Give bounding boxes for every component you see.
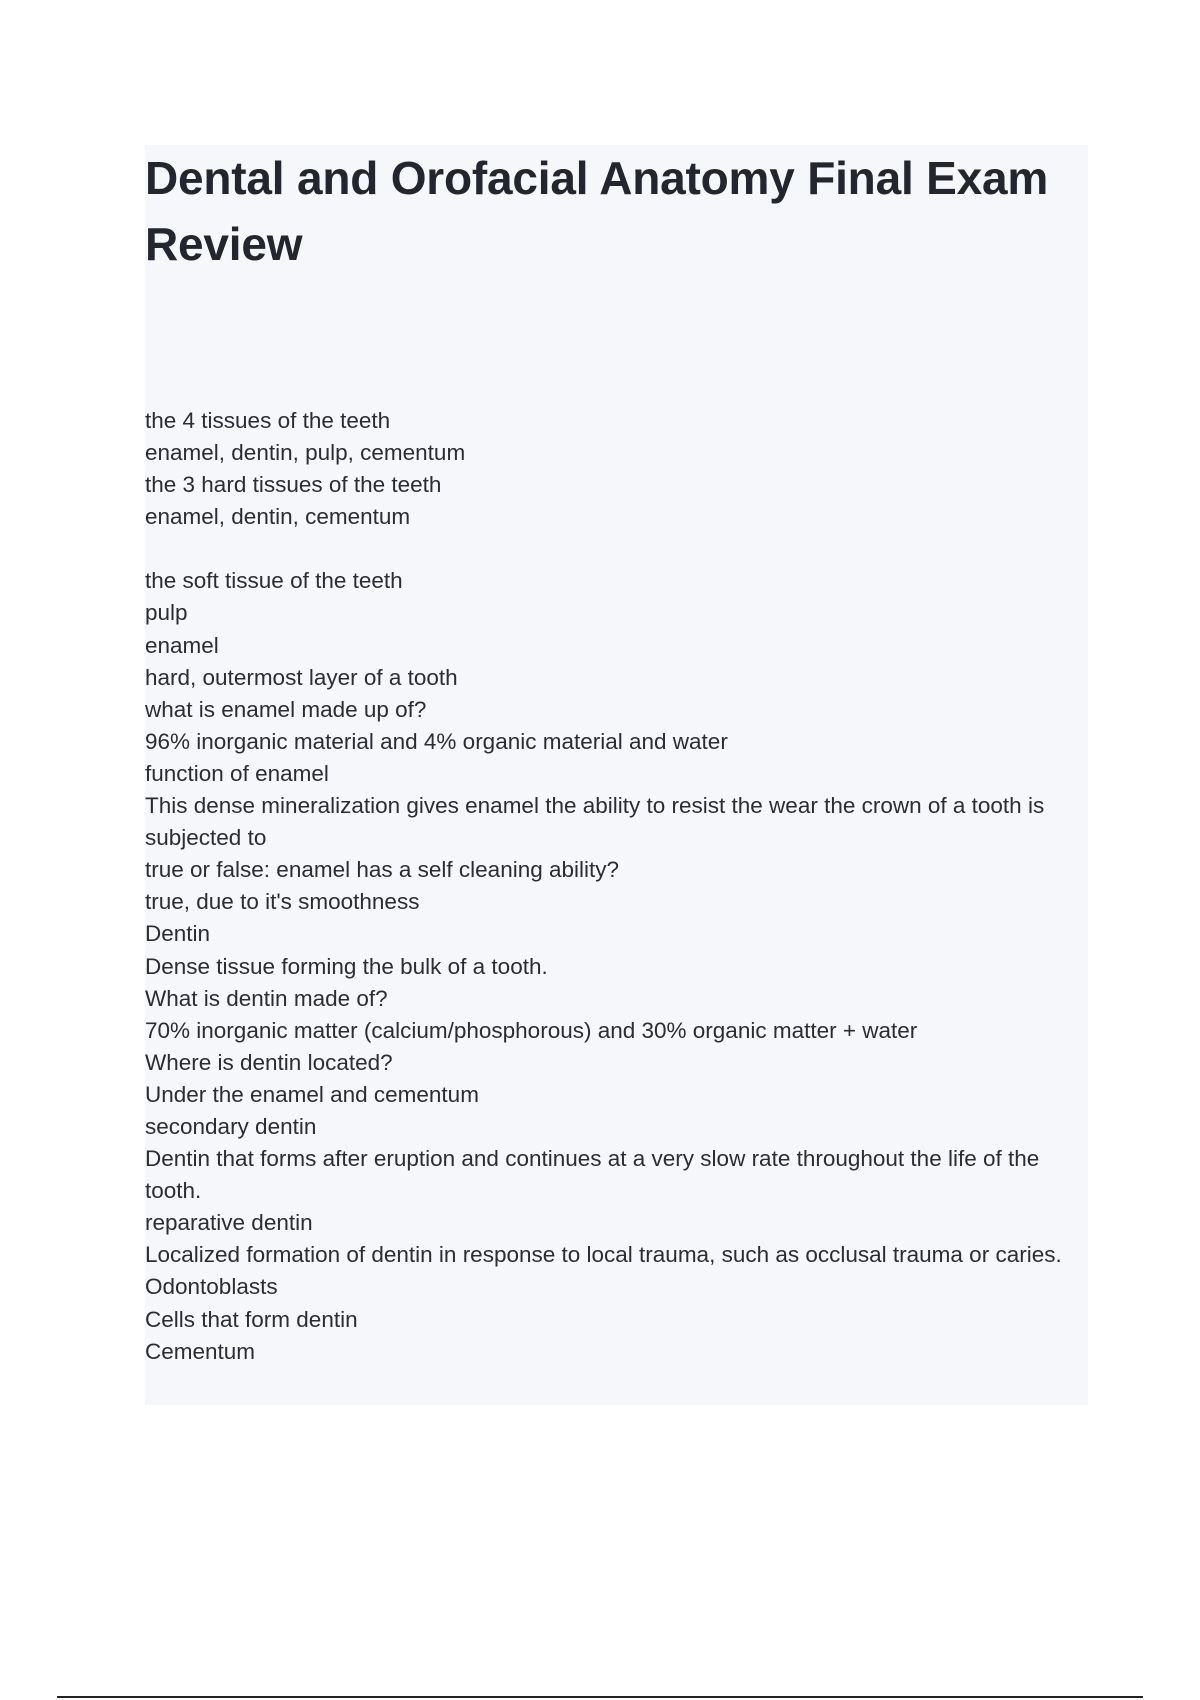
note-line: This dense mineralization gives enamel the ability to resist the wear the crown of a tooth is subjected to	[145, 793, 1045, 851]
note-line: Dense tissue forming the bulk of a tooth.	[145, 953, 548, 979]
note-line: Where is dentin located?	[145, 1049, 393, 1075]
note-line: reparative dentin	[145, 1210, 313, 1236]
note-line: What is dentin made of?	[145, 985, 388, 1011]
note-line: hard, outermost layer of a tooth	[145, 664, 458, 690]
note-line: true or false: enamel has a self cleaning ability?	[145, 857, 620, 883]
note-line: function of enamel	[145, 760, 329, 786]
flashcard-notes	[145, 405, 1088, 1368]
note-line: pulp	[145, 600, 188, 626]
note-line: Dentin that forms after eruption and continues at a very slow rate throughout the life of the tooth.	[145, 1146, 1040, 1204]
note-line: enamel	[145, 632, 219, 658]
note-line: enamel, dentin, pulp, cementum	[145, 440, 466, 466]
note-line: the soft tissue of the teeth	[145, 568, 403, 594]
document-page	[145, 145, 1088, 1405]
note-line: enamel, dentin, cementum	[145, 504, 411, 530]
note-line: Dentin	[145, 921, 211, 947]
note-line: true, due to it's smoothness	[145, 889, 420, 915]
footer-divider	[57, 1696, 1143, 1698]
note-line: Cells that form dentin	[145, 1306, 358, 1332]
note-line: what is enamel made up of?	[145, 696, 427, 722]
note-line: the 3 hard tissues of the teeth	[145, 472, 442, 498]
blank-line	[145, 533, 1088, 565]
note-line: 96% inorganic material and 4% organic material and water	[145, 728, 728, 754]
note-line: 70% inorganic matter (calcium/phosphorous) and 30% organic matter + water	[145, 1017, 918, 1043]
note-line: the 4 tissues of the teeth	[145, 408, 391, 433]
note-line: Odontoblasts	[145, 1274, 278, 1300]
note-line: secondary dentin	[145, 1113, 317, 1139]
note-line: Under the enamel and cementum	[145, 1081, 479, 1107]
note-line: Localized formation of dentin in response to local trauma, such as occlusal trauma or caries.	[145, 1242, 1062, 1268]
note-line: Cementum	[145, 1338, 256, 1364]
document-title: Dental and Orofacial Anatomy Final Exam Review	[145, 152, 1049, 270]
